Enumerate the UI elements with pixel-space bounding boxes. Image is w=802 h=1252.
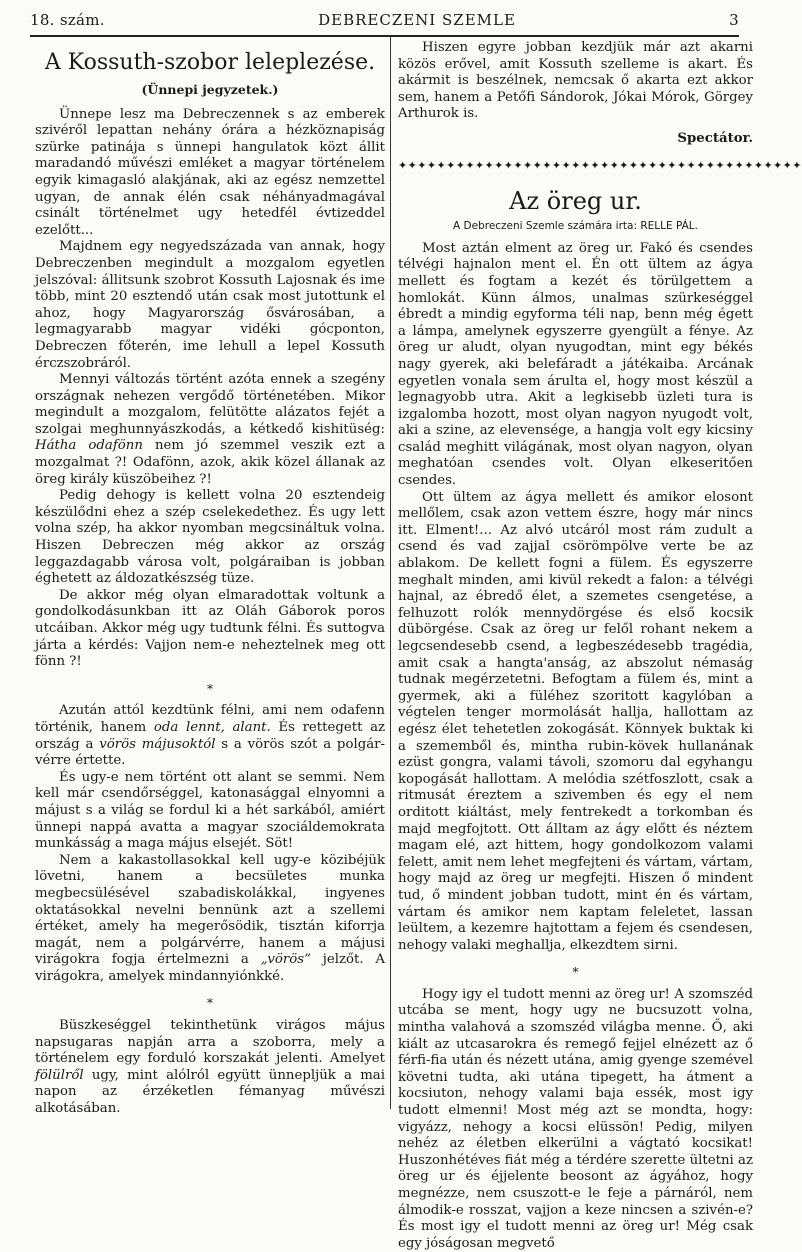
page-header xyxy=(30,8,739,32)
right-column xyxy=(398,40,802,1252)
paragraph: Ünnepe lesz ma Debreczennek s az emberek szivéről lepattan nehány órára a hézköznapiság szürke patinája s ünnepi hangulatok közt állit maradandó művészi emléket a magyar történelem egyik kimagasló alakjának, aki az egész nemzettel ugyan, de annak élén csak néhányadmagával csinált történelmet ugy hetedfél évtizeddel ezelőtt... xyxy=(35,106,385,238)
section-break: * xyxy=(207,681,213,696)
paragraph: Hiszen egyre jobban kezdjük már azt akarni közös erővel, amit Kossuth szelleme is akart. És akármit is beszélnek, nemcsak ő akarta ezt akkor sem, hanem a Petőfi Sándorok, Jókai Mórok, Görgey Arthurok is. xyxy=(398,40,753,122)
article-subtitle: (Ünnepi jegyzetek.) xyxy=(141,82,279,97)
ornament-divider: ✦✦✦✦✦✦✦✦✦✦✦✦✦✦✦✦✦✦✦✦✦✦✦✦✦✦✦✦✦✦✦✦✦✦✦✦✦✦✦✦✦✦ xyxy=(398,158,802,172)
header-rule xyxy=(30,35,739,37)
emphasis: oda lennt, alant. xyxy=(153,719,271,735)
paragraph: Majdnem egy negyedszázada van annak, hogy Debreczenben megindult a mozgalom egyetlen jelszóval: állitsunk szobrot Kossuth Lajosnak és ime több, mint 20 esztendő után csak most jutottunk el ahoz, hogy Magyarország ősvárosában, a legmagyarabb magyar vidéki gócponton, Debreczen főterén, ime lehull a lepel Kossuth érczszobráról. xyxy=(35,239,385,371)
story-byline: A Debreczeni Szemle számára irta: RELLE PÁL. xyxy=(453,220,698,233)
left-column xyxy=(35,40,385,1118)
section-break: * xyxy=(572,965,579,980)
emphasis: vörös májusoktól xyxy=(99,736,216,752)
paragraph: Pedig dehogy is kellett volna 20 esztendeig készülődni ehez a szép cselekedethez. És ugy lett volna szép, ha akkor nyomban megcsináltuk volna. Hiszen Debreczen még akkor az ország leggazdagabb városa volt, polgáraiban is jobban éghetett az áldozatkészség tüze. xyxy=(35,488,385,587)
paragraph: Hogy igy el tudott menni az öreg ur! A szomszéd utcába se ment, hogy ugy ne bucsuzott volna, mintha valahová a szomszéd világba menne. Ő, aki kiált az utcasarokra és remegő fejjel elnézett az ő férfi-fia után és nézett utána, amig gyenge szemével követni tudta, aki utána tipegett, ha átment a kocsiuton, nehogy valami baja essék, most igy tudott elmenni! Most még azt se mondta, hogy: vigyázz, nehogy a kocsi elüssön! Pedig, milyen nehéz az életben elkerülni a vágtató kocsikat! Huszonhétéves fiát még a térdére szerette ültetni az öreg ur és éjjelente beosont az ágyához, hogy megnézze, nem csuszott-e le feje a párnáról, nem álmodik-e rosszat, vajjon a keze nincsen a szivén-e? És most igy el tudott menni az öreg ur! Még csak egy jóságosan megvető xyxy=(398,986,753,1251)
paragraph: Ott ültem az ágya mellett és amikor elosont mellőlem, csak azon vettem észre, hogy már nincs itt. Elment!... Az alvó utcáról most rám zudult a csend és vad zajjal csörömpölve verte be az ablakom. De kellett fogni a fülem. És egyszerre meghalt minden, ami kivül rekedt a falon: a télvégi hajnal, az ébredő élet, a szemetes csengetése, a felhuzott rolók mennydörgése és első kocsik dübörgése. Csak az öreg ur felől rohant nekem a legcsendesebb csend, a legbeszédesebb tragédia, amit csak a hangta'anság, az abszolut némaság tudnak megérzetetni. Befogtam a fülem és, mint a gyermek, aki a füléhez szoritott kagylóban a végtelen tenger mormolását hallja, hallottam az egész élet tehetetlen zokogását. Könnyek buktak ki a szememből és, mintha rubin-kövek hullanának ezüst gongra, valami távoli, szomoru dal egyhangu kopogását hallottam. A melódia szétfoszlott, csak a ritmusát éreztem a szivemben és egy el nem orditott kiáltást, mely fentrekedt a torkomban és majd megfojtott. Ott álltam az ágy előtt és néztem magam elé, azt hittem, hogy gondolkozom valami felett, amit nem lehet megfejteni és vártam, vártam, hogy majd az öreg ur megfejti. Hiszen ő mindent tud, ő mindent jobban tudott, mint én és vártam, vártam és amikor nem kaptam feleletet, lassan leültem, a kezemre hajtottam a fejem és csendesen, nehogy valaki meghallja, elkezdtem sirni. xyxy=(398,489,753,953)
paragraph: Nem a kakastollasokkal kell ugy-e közibéjük lövetni, hanem a becsületes munka megbecsülésével szabadiskolákkal, ingyenes oktatásokkal nevelni bennünk azt a szellemi értéket, amely ha megerősödik, tisztán kiforrja magát, nem a polgárvérre, hanem a májusi virágokra fogja értelmezni a „vörös” jelzőt. A virágokra, amelyek mindannyiónkké. xyxy=(35,852,386,984)
emphasis: fölülről xyxy=(35,1067,84,1083)
article-title: A Kossuth-szobor leleplezése. xyxy=(44,50,376,75)
journal-name: DEBRECZENI SZEMLE xyxy=(318,10,516,29)
author-signature: Spectátor. xyxy=(677,130,753,146)
section-break: * xyxy=(207,996,213,1011)
column-divider xyxy=(390,37,391,1109)
paragraph: Most aztán elment az öreg ur. Fakó és csendes télvégi hajnalon ment el. Én ott ültem az ágya mellett és fogtam a kezét és törülgettem a homlokát. Künn álmos, unalmas szürkeséggel ébredt a mindig egyforma téli nap, benn még égett a lámpa, amelynek egyszerre gyengült a fénye. Az öreg ur aludt, olyan nyugodtan, mint egy békés nagy gyerek, aki belefáradt a játékaiba. Arcának egyetlen vonala sem árulta el, hogy most készül a legnagyobb utra. Akit a legkisebb üzleti tura is izgalomba hozott, most olyan nagyon nyugodt volt, aki a szine, az elevensége, a hangja volt egy kicsiny család meghitt világának, most olyan nagyon, olyan meghatóan csendes volt. Olyan elkeseritően csendes. xyxy=(398,240,753,489)
paragraph: Azután attól kezdtünk félni, ami nem odafenn történik, hanem oda lennt, alant. És rettegett az ország a vörös májusoktól s a vörös szót a polgár-vérre értette. xyxy=(35,703,386,769)
paragraph: Mennyi változás történt azóta ennek a szegény országnak nehezen vergődő történetében. Mikor megindult a mozgalom, felütötte alázatos fejét a szolgai meghunnyászkodás, a kétkedő kishitüség: Hátha odafönn nem jó szemmel veszik ezt a mozgalmat ?! Odafönn, azok, akik közel állanak az öreg király küszöbeihez ?! xyxy=(35,372,385,487)
emphasis: „vörös” xyxy=(260,952,311,968)
paragraph: És ugy-e nem történt ott alant se semmi. Nem kell már csendőrséggel, katonasággal elnyomni a májust s a világ se fordul ki a hét sarkából, amiért ünnepi nappá avatta a magyar szociáldemokrata munkásság a maga május elsejét. Söt! xyxy=(35,769,385,852)
issue-number: 18. szám. xyxy=(30,10,105,29)
emphasis: Hátha odafönn xyxy=(35,438,143,454)
paragraph: Büszkeséggel tekinthetünk virágos május napsugaras napján arra a szoborra, mely a történelem egy forduló korszakát jelenti. Amelyet fölülről ugy, mint alólról együtt ünnepljük a mai napon az érzéketlen fémanyag művészi alkotásában. xyxy=(35,1018,385,1117)
paragraph: De akkor még olyan elmaradottak voltunk a gondolkodásunkban itt az Oláh Gáborok poros utcáiban. Akkor még ugy tudtunk félni. És suttogva járta a kérdés: Vajjon nem-e neheztelnek meg ott fönn ?! xyxy=(35,587,385,670)
story-title: Az öreg ur. xyxy=(509,187,642,216)
page-number: 3 xyxy=(729,10,739,29)
